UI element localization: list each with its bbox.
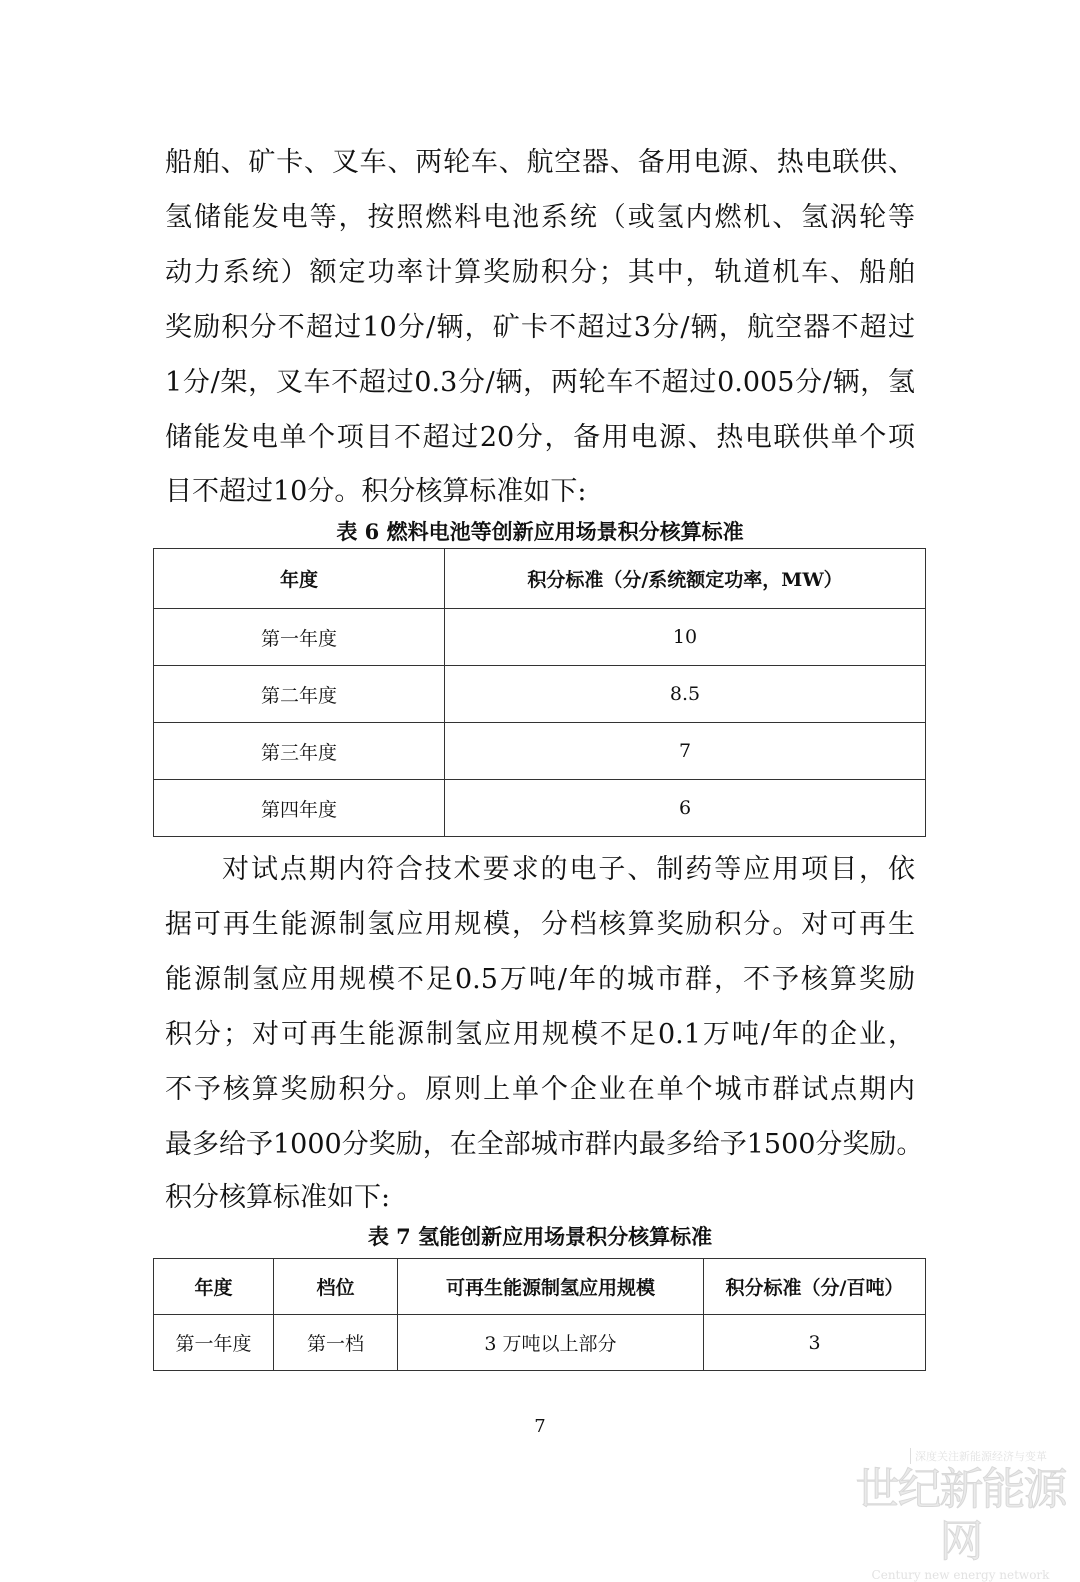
watermark-logo [848,1445,1073,1582]
text-line: 船舶、矿卡、叉车、两轮车、航空器、备用电源、热电联供、 [165,147,915,178]
table-cell: 第三年度 [154,723,445,780]
table-7-title: 表 7 氢能创新应用场景积分核算标准 [367,1224,713,1249]
text-line: 不予核算奖励积分。原则上单个企业在单个城市群试点期内 [165,1074,915,1105]
table-header: 年度 [154,1259,274,1315]
table-6 [153,548,926,837]
table-header: 积分标准（分/系统额定功率，MW） [445,549,926,609]
table-cell: 7 [445,723,926,780]
text-line: 动力系统）额定功率计算奖励积分；其中，轨道机车、船舶 [165,257,915,288]
table-cell: 3 [704,1315,926,1371]
table-row [154,609,926,666]
table-header: 档位 [274,1259,398,1315]
table-cell: 10 [445,609,926,666]
text-line: 氢储能发电等，按照燃料电池系统（或氢内燃机、氢涡轮等 [165,202,915,233]
text-line: 对试点期内符合技术要求的电子、制药等应用项目，依 [222,854,915,885]
text-line: 储能发电单个项目不超过20分，备用电源、热电联供单个项 [165,422,915,453]
table-cell: 8.5 [445,666,926,723]
table-row [154,666,926,723]
table-cell: 第一档 [274,1315,398,1371]
text-line: 目不超过10分。积分核算标准如下: [165,476,587,507]
table-row [154,780,926,837]
table-cell: 第二年度 [154,666,445,723]
watermark-english: Century new energy network [871,1568,1050,1582]
table-row [154,1315,926,1371]
text-line: 据可再生能源制氢应用规模，分档核算奖励积分。对可再生 [165,909,915,940]
text-line: 积分核算标准如下: [165,1182,391,1213]
watermark-name: 世纪新能源网 [855,1464,1066,1567]
table-header: 年度 [154,549,445,609]
table-cell: 第一年度 [154,1315,274,1371]
table-7 [153,1258,926,1371]
watermark-slogan: 深度关注新能源经济与变革 [910,1448,1051,1464]
text-line: 奖励积分不超过10分/辆，矿卡不超过3分/辆，航空器不超过 [165,312,915,343]
table-cell: 3 万吨以上部分 [398,1315,704,1371]
text-line: 最多给予1000分奖励，在全部城市群内最多给予1500分奖励。 [165,1129,924,1160]
table-header: 可再生能源制氢应用规模 [398,1259,704,1315]
table-header: 积分标准（分/百吨） [704,1259,926,1315]
table-cell: 6 [445,780,926,837]
page-number: 7 [534,1416,546,1437]
text-line: 能源制氢应用规模不足0.5万吨/年的城市群，不予核算奖励 [165,964,915,995]
table-row [154,723,926,780]
text-line: 积分；对可再生能源制氢应用规模不足0.1万吨/年的企业， [165,1019,915,1050]
table-cell: 第一年度 [154,609,445,666]
table-6-title: 表 6 燃料电池等创新应用场景积分核算标准 [336,519,744,544]
table-cell: 第四年度 [154,780,445,837]
text-line: 1分/架，叉车不超过0.3分/辆，两轮车不超过0.005分/辆，氢 [165,367,915,398]
